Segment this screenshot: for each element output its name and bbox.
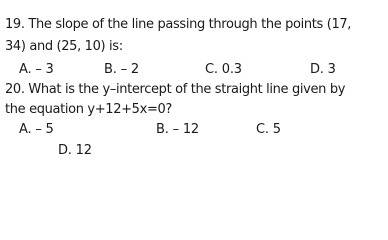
question-19-option-c: C. 0.3 xyxy=(205,62,242,77)
question-20-option-c: C. 5 xyxy=(256,122,281,137)
question-19-text-line-1: 19. The slope of the line passing through the points (17, xyxy=(5,17,352,32)
question-20-option-b: B. – 12 xyxy=(156,122,199,137)
question-19-text-line-2: 34) and (25, 10) is: xyxy=(5,39,123,54)
question-19-option-a: A. – 3 xyxy=(19,62,54,77)
question-20-option-d: D. 12 xyxy=(58,143,92,158)
question-19-option-b: B. – 2 xyxy=(104,62,139,77)
question-20-text-line-2: the equation y+12+5x=0? xyxy=(5,102,172,117)
question-20-option-a: A. – 5 xyxy=(19,122,54,137)
question-19-option-d: D. 3 xyxy=(310,62,336,77)
question-20-text-line-1: 20. What is the y–intercept of the straight line given by xyxy=(5,82,346,97)
